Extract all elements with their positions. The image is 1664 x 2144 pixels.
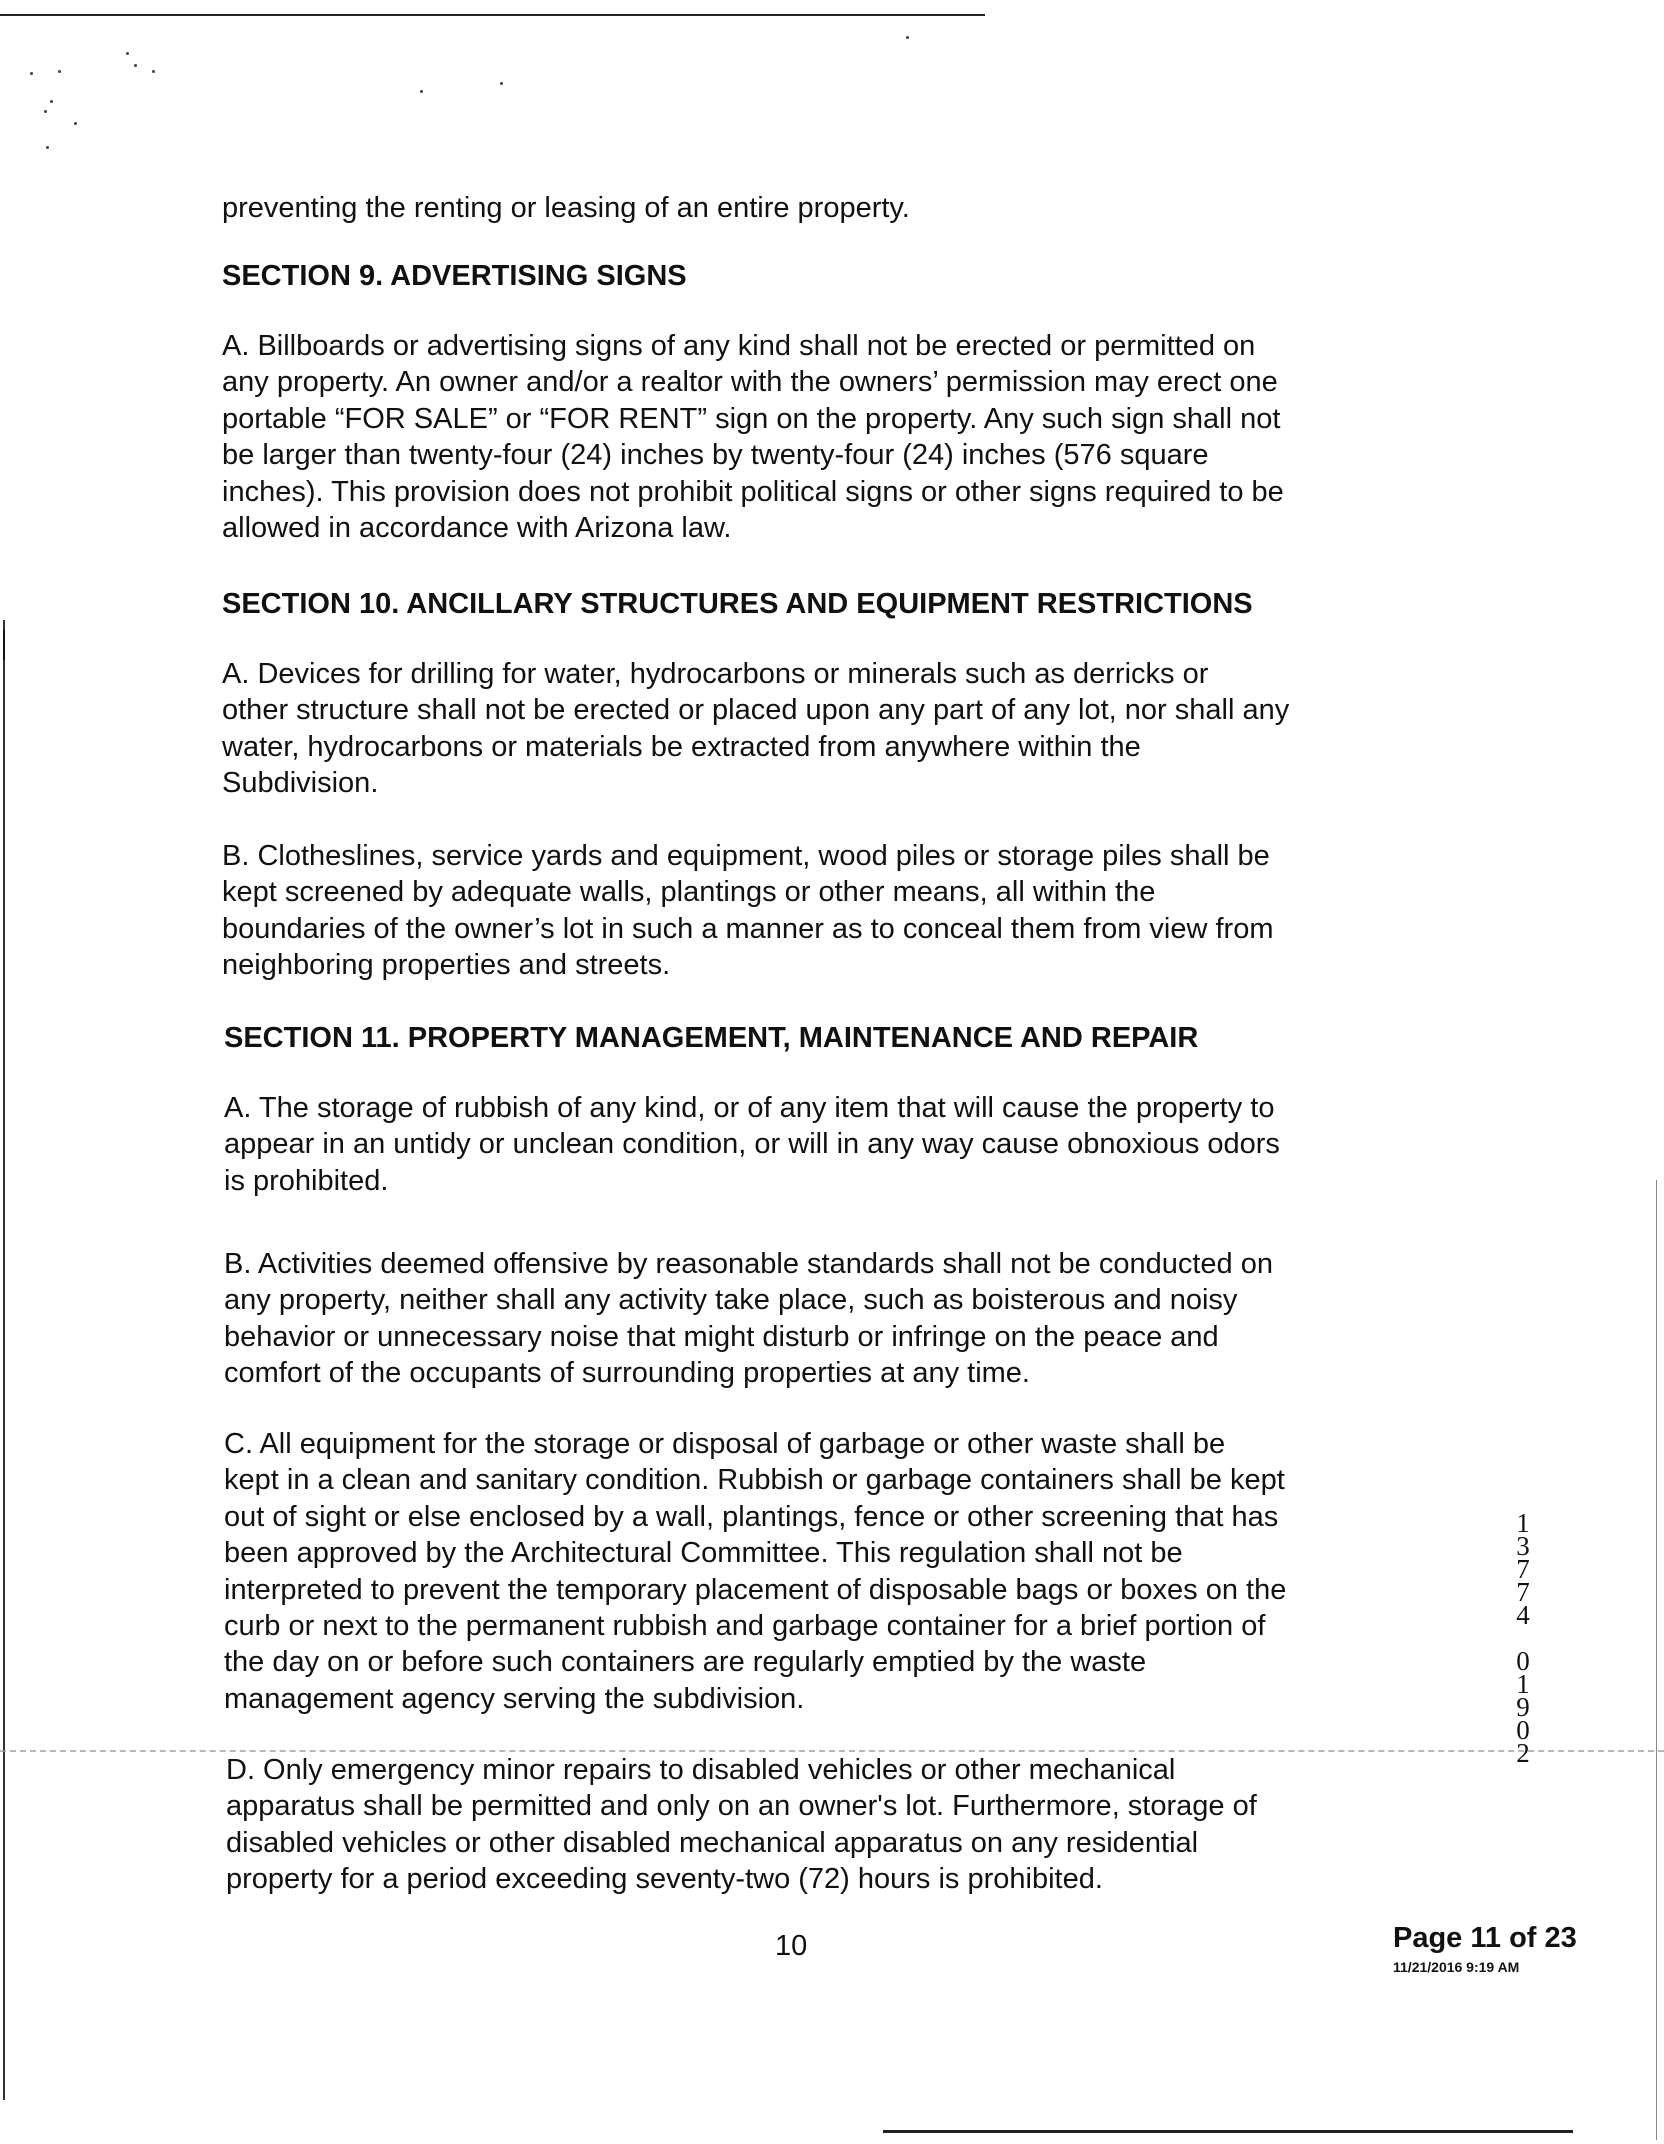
page-number: 10 <box>775 1930 808 1962</box>
recording-timestamp: 11/21/2016 9:19 AM <box>1393 1959 1520 1975</box>
scan-speck <box>906 36 909 39</box>
scan-speck <box>500 82 503 85</box>
recording-digit: 2 <box>1516 1738 1530 1768</box>
recording-digit: 9 <box>1516 1692 1530 1722</box>
recording-digit: 0 <box>1516 1715 1530 1745</box>
scan-right-edge <box>1656 1180 1657 2140</box>
section-10-paragraph-a: A. Devices for drilling for water, hydrocarbons or minerals such as derricks or other structure shall not be erected or placed upon any part of any lot, nor shall any water, hydrocarbons or materials be extracted from anywhere within the Subdivision. <box>222 658 1290 800</box>
recording-digit: 3 <box>1516 1531 1530 1561</box>
scan-speck <box>30 72 33 75</box>
scan-artifact-line <box>0 1750 1664 1753</box>
scan-speck <box>58 70 61 73</box>
section-10-paragraph-b: B. Clotheslines, service yards and equipment, wood piles or storage piles shall be kept screened by adequate walls, plantings or other means, all within the boundaries of the owner’s lot in such a manner as to conceal them from view from neighboring properties and streets. <box>222 840 1274 982</box>
top-rule <box>0 14 985 16</box>
section-11-paragraph-d: D. Only emergency minor repairs to disabled vehicles or other mechanical apparatus shall be permitted and only on an owner's lot. Furthermore, storage of disabled vehicles or other disabled mechanical apparatus on any residential property for a period exceeding seventy-two (72) hours is prohibited. <box>226 1754 1257 1896</box>
page-of-label: Page 11 of 23 <box>1393 1922 1577 1954</box>
recording-digit: 0 <box>1516 1646 1530 1676</box>
section-9-paragraph-a: A. Billboards or advertising signs of any kind shall not be erected or permitted on any property. An owner and/or a realtor with the owners’ permission may erect one portable “FOR SALE” or “FOR RENT” sign on the property. Any such sign shall not be larger than twenty-four (24) inches by twenty-four (24) inches (576 square inches). This provision does not prohibit political signs or other signs required to be allowed in accordance with Arizona law. <box>222 330 1284 545</box>
scan-speck <box>420 90 423 93</box>
scan-speck <box>44 110 47 113</box>
scan-speck <box>74 122 77 125</box>
section-11-paragraph-c: C. All equipment for the storage or disposal of garbage or other waste shall be kept in a clean and sanitary condition. Rubbish or garbage containers shall be kept out of sight or else enclosed by a wall, plantings, fence or other screening that has been approved by the Architectural Committee. This regulation shall not be interpreted to prevent the temporary placement of disposable bags or boxes on the curb or next to the permanent rubbish and garbage container for a brief portion of the day on or before such containers are regularly emptied by the waste management agency serving the subdivision. <box>224 1428 1287 1715</box>
recording-digit: 7 <box>1516 1577 1530 1607</box>
section-11-paragraph-a: A. The storage of rubbish of any kind, or of any item that will cause the property to appear in an untidy or unclean condition, or will in any way cause obnoxious odors is prohibited. <box>224 1092 1280 1197</box>
scan-speck <box>152 70 155 73</box>
section-11-paragraph-b: B. Activities deemed offensive by reasonable standards shall not be conducted on any property, neither shall any activity take place, such as boisterous and noisy behavior or unnecessary noise that might disturb or infringe on the peace and comfort of the occupants of surrounding properties at any time. <box>224 1248 1273 1390</box>
section-10-heading: SECTION 10. ANCILLARY STRUCTURES AND EQUIPMENT RESTRICTIONS <box>222 588 1253 620</box>
recording-digit: 7 <box>1516 1554 1530 1584</box>
scan-speck <box>134 64 137 67</box>
section-9-heading: SECTION 9. ADVERTISING SIGNS <box>222 260 687 292</box>
recording-digit: 1 <box>1516 1508 1530 1538</box>
scan-speck <box>50 100 53 103</box>
recording-digit: 1 <box>1516 1669 1530 1699</box>
scan-speck <box>46 146 49 149</box>
bottom-rule <box>883 2130 1573 2133</box>
scan-left-edge-mark <box>3 630 5 660</box>
scan-left-edge <box>3 620 5 2100</box>
section-11-heading: SECTION 11. PROPERTY MANAGEMENT, MAINTENANCE AND REPAIR <box>224 1022 1199 1054</box>
scan-speck <box>126 52 129 55</box>
recording-number <box>1510 1508 1536 1768</box>
continuation-paragraph: preventing the renting or leasing of an entire property. <box>222 192 910 224</box>
recording-digit: 4 <box>1516 1600 1530 1630</box>
